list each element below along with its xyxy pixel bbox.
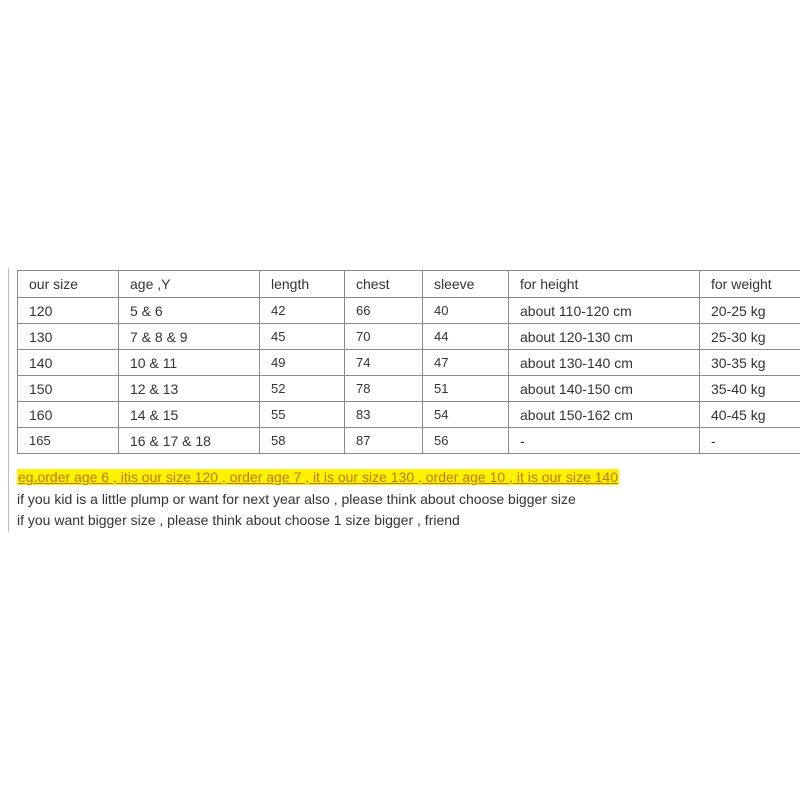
header-chest: chest [345,271,423,298]
highlighted-example-text: eg.order age 6 , itis our size 120 , order age 7 , it is our size 130 , order age 10 , it is our size 140 [18,469,618,485]
note-line-bigger-size: if you want bigger size , please think about choose 1 size bigger , friend [17,512,460,528]
cell-our-size: 120 [18,298,119,324]
table-row [18,376,800,402]
cell-age: 12 & 13 [119,376,260,402]
cell-sleeve: 47 [423,350,509,376]
cell-for-weight: 35-40 kg [700,376,800,402]
cell-age: 16 & 17 & 18 [119,428,260,454]
cell-for-height: about 110-120 cm [509,298,700,324]
cell-chest: 70 [345,324,423,350]
cell-sleeve: 56 [423,428,509,454]
cell-for-weight: 20-25 kg [700,298,800,324]
header-age: age ,Y [119,271,260,298]
cell-for-height: - [509,428,700,454]
cell-for-height: about 150-162 cm [509,402,700,428]
cell-chest: 74 [345,350,423,376]
cell-for-height: about 120-130 cm [509,324,700,350]
cell-age: 5 & 6 [119,298,260,324]
header-sleeve: sleeve [423,271,509,298]
cell-chest: 78 [345,376,423,402]
cell-age: 10 & 11 [119,350,260,376]
cell-sleeve: 51 [423,376,509,402]
cell-our-size: 160 [18,402,119,428]
cell-chest: 66 [345,298,423,324]
header-for-weight: for weight [700,271,800,298]
cell-length: 55 [260,402,345,428]
cell-our-size: 165 [18,428,119,454]
cell-sleeve: 40 [423,298,509,324]
cell-age: 7 & 8 & 9 [119,324,260,350]
table-row [18,298,800,324]
size-notes [17,467,619,532]
cell-length: 52 [260,376,345,402]
cell-length: 49 [260,350,345,376]
cell-sleeve: 54 [423,402,509,428]
cell-chest: 83 [345,402,423,428]
table-row [18,402,800,428]
cell-our-size: 150 [18,376,119,402]
size-chart-table [17,270,800,454]
cell-for-weight: 40-45 kg [700,402,800,428]
cell-for-height: about 140-150 cm [509,376,700,402]
table-header-row [18,271,800,298]
cell-our-size: 130 [18,324,119,350]
cell-length: 42 [260,298,345,324]
table-row [18,350,800,376]
cell-for-weight: - [700,428,800,454]
header-our-size: our size [18,271,119,298]
table-row [18,324,800,350]
cell-sleeve: 44 [423,324,509,350]
cell-age: 14 & 15 [119,402,260,428]
header-for-height: for height [509,271,700,298]
cell-length: 58 [260,428,345,454]
note-line-plump: if you kid is a little plump or want for next year also , please think about choose bigger size [17,490,576,507]
cell-chest: 87 [345,428,423,454]
cell-our-size: 140 [18,350,119,376]
header-length: length [260,271,345,298]
note-line-example [17,467,619,489]
left-frame-line [8,268,9,532]
table-row [18,428,800,454]
cell-for-weight: 30-35 kg [700,350,800,376]
cell-length: 45 [260,324,345,350]
cell-for-height: about 130-140 cm [509,350,700,376]
cell-for-weight: 25-30 kg [700,324,800,350]
